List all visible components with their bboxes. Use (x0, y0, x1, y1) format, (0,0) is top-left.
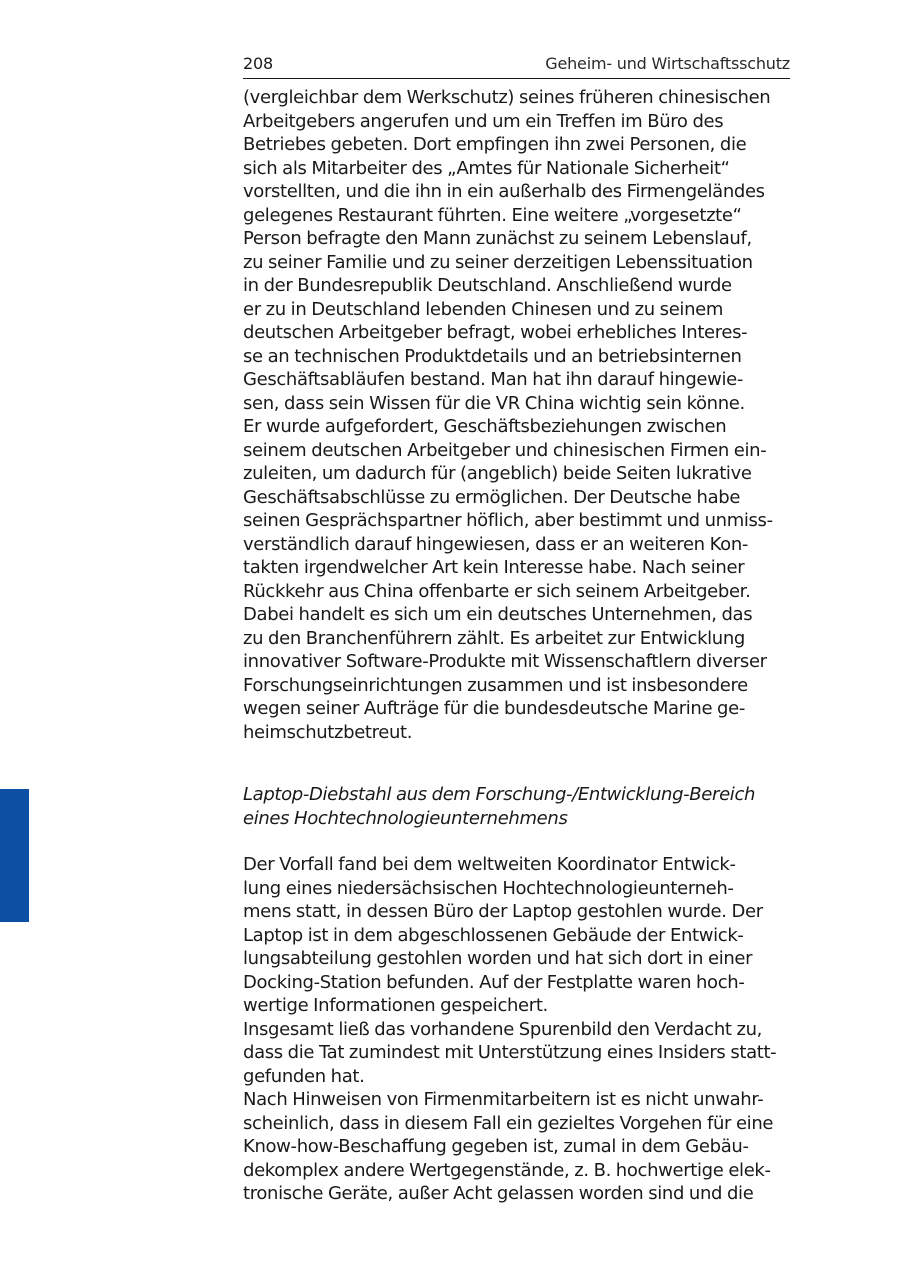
text-line: heimschutzbetreut. (243, 721, 413, 743)
heading-line: Laptop-Diebstahl aus dem Forschung-/Entwicklung-Bereich (243, 784, 756, 805)
text-line: dass die Tat zumindest mit Unterstützung eines Insiders statt- (243, 1042, 777, 1063)
text-line: Docking-Station befunden. Auf der Festplatte waren hoch- (243, 971, 745, 993)
text-line: deutschen Arbeitgeber befragt, wobei erhebliches Interes- (243, 322, 748, 343)
heading-line: eines Hochtechnologieunternehmens (243, 807, 568, 829)
text-line: Der Vorfall fand bei dem weltweiten Koordinator Entwick- (243, 854, 736, 875)
text-line: Know-how-Beschaffung gegeben ist, zumal in dem Gebäu- (243, 1136, 749, 1157)
text-line: (vergleichbar dem Werkschutz) seines früheren chinesischen (243, 87, 771, 108)
text-line: seinen Gesprächspartner höflich, aber bestimmt und unmiss- (243, 510, 773, 531)
text-line: Geschäftsabläufen bestand. Man hat ihn darauf hingewie- (243, 369, 744, 390)
text-line: Rückkehr aus China offenbarte er sich seinem Arbeitgeber. (243, 580, 751, 602)
text-line: scheinlich, dass in diesem Fall ein gezieltes Vorgehen für eine (243, 1112, 774, 1134)
text-line: Dabei handelt es sich um ein deutsches Unternehmen, das (243, 604, 753, 625)
text-line: gefunden hat. (243, 1065, 365, 1087)
text-line: in der Bundesrepublik Deutschland. Anschließend wurde (243, 275, 732, 296)
text-line: gelegenes Restaurant führten. Eine weitere „vorgesetzte“ (243, 204, 742, 226)
running-title: Geheim- und Wirtschaftsschutz (545, 54, 790, 73)
text-line: lung eines niedersächsischen Hochtechnologieunterneh- (243, 877, 734, 899)
text-line: Betriebes gebeten. Dort empfingen ihn zwei Personen, die (243, 134, 747, 155)
text-line: sen, dass sein Wissen für die VR China wichtig sein könne. (243, 392, 745, 414)
text-line: Arbeitgebers angerufen und um ein Treffen im Büro des (243, 110, 724, 132)
text-line: Geschäftsabschlüsse zu ermöglichen. Der Deutsche habe (243, 486, 741, 508)
text-line: Laptop ist in dem abgeschlossenen Gebäude der Entwick- (243, 924, 744, 946)
page-header (243, 52, 790, 79)
text-line: er zu in Deutschland lebenden Chinesen und zu seinem (243, 298, 724, 320)
text-line: takten irgendwelcher Art kein Interesse habe. Nach seiner (243, 557, 745, 578)
text-line: mens statt, in dessen Büro der Laptop gestohlen wurde. Der (243, 901, 763, 922)
text-line: se an technischen Produktdetails und an betriebsinternen (243, 345, 742, 367)
text-line: lungsabteilung gestohlen worden und hat sich dort in einer (243, 948, 753, 969)
text-line: zuleiten, um dadurch für (angeblich) beide Seiten lukrative (243, 463, 752, 484)
text-line: Insgesamt ließ das vorhandene Spurenbild den Verdacht zu, (243, 1018, 763, 1040)
text-line: wegen seiner Aufträge für die bundesdeutsche Marine ge- (243, 698, 746, 719)
chapter-thumb-tab (0, 789, 29, 922)
text-line: Person befragte den Mann zunächst zu seinem Lebenslauf, (243, 228, 752, 249)
body-paragraph-2 (243, 853, 803, 1206)
text-line: zu den Branchenführern zählt. Es arbeitet zur Entwicklung (243, 627, 745, 649)
section-heading (243, 783, 803, 830)
text-line: dekomplex andere Wertgegenstände, z. B. hochwertige elek- (243, 1159, 771, 1181)
text-line: sich als Mitarbeiter des „Amtes für Nationale Sicherheit“ (243, 157, 730, 179)
text-line: tronische Geräte, außer Acht gelassen worden sind und die (243, 1183, 754, 1204)
page-number: 208 (243, 54, 273, 73)
text-line: Forschungseinrichtungen zusammen und ist insbesondere (243, 674, 748, 696)
text-line: Er wurde aufgefordert, Geschäftsbeziehungen zwischen (243, 416, 727, 437)
body-paragraph-1 (243, 86, 803, 744)
text-line: zu seiner Familie und zu seiner derzeitigen Lebenssituation (243, 251, 753, 273)
text-line: vorstellten, und die ihn in ein außerhalb des Firmengeländes (243, 181, 765, 202)
text-line: verständlich darauf hingewiesen, dass er an weiteren Kon- (243, 533, 749, 555)
text-line: innovativer Software-Produkte mit Wissenschaftlern diverser (243, 651, 767, 672)
text-line: Nach Hinweisen von Firmenmitarbeitern ist es nicht unwahr- (243, 1089, 764, 1110)
text-line: wertige Informationen gespeichert. (243, 995, 548, 1016)
text-line: seinem deutschen Arbeitgeber und chinesischen Firmen ein- (243, 439, 767, 461)
